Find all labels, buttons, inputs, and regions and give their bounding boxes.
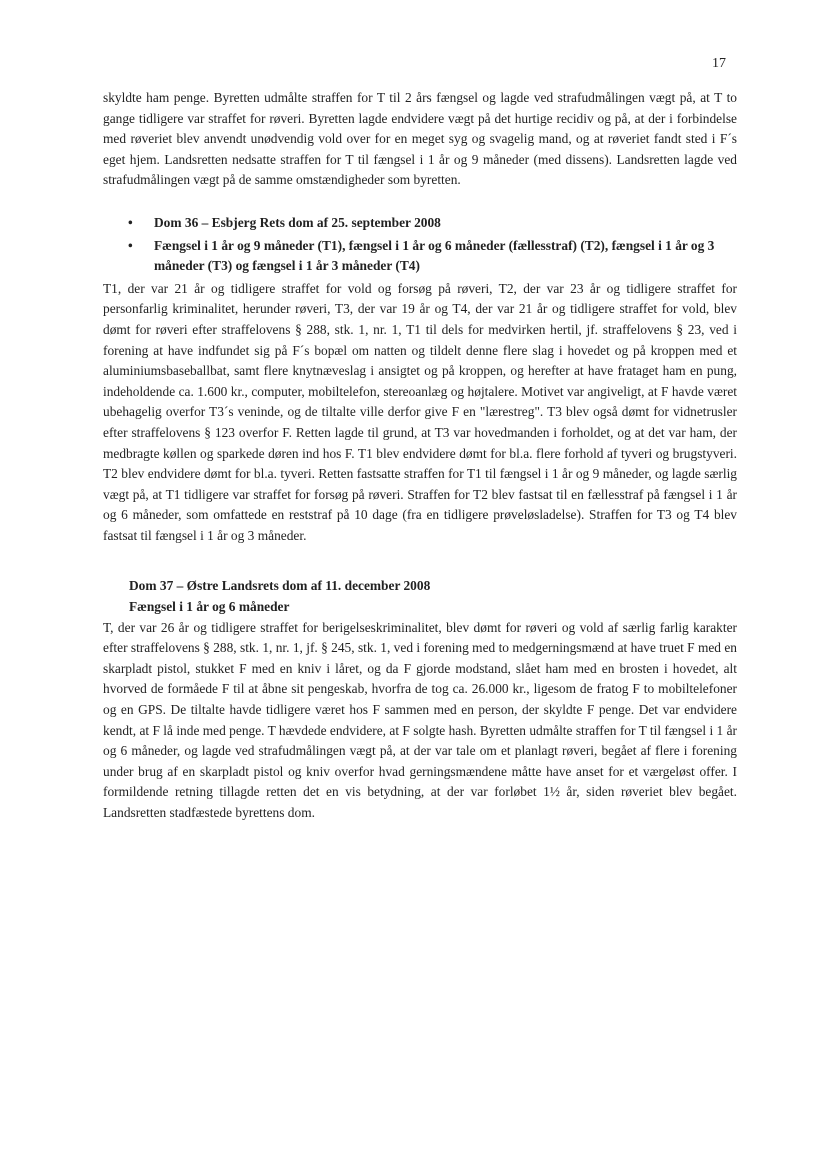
- case-37-title: Dom 37 – Østre Landsrets dom af 11. december 2008: [129, 578, 431, 594]
- case-37-sentence: Fængsel i 1 år og 6 måneder: [129, 599, 290, 615]
- case-36-bullet-list: [103, 213, 737, 277]
- case-36-body: T1, der var 21 år og tidligere straffet for vold og forsøg på røveri, T2, der var 23 år og tidligere straffet for personfarlig kriminalitet, herunder røveri, T3, der var 19 år og T4, der var 21 år og tidligere straffet for vold, blev dømt for røveri efter straffelovens § 288, stk. 1, nr. 1, T1 til dels for medvirken hertil, jf. straffelovens § 23, ved i forening at have indfundet sig på F´s bopæl om natten og tildelt denne flere slag i hovedet og på kroppen med et aluminiumsbaseballbat, samt flere knytnæveslag i ansigtet og på kroppen, og herefter at have frataget ham en pung, indeholdende ca. 1.600 kr., computer, mobiltelefon, stereoanlæg og højtalere. Motivet var angiveligt, at F havde været ubehagelig overfor T3´s veninde, og de tiltalte ville derfor give F en "lærestreg". T3 blev også dømt for vidnetrusler efter straffelovens § 123 overfor F. Retten lagde til grund, at T3 var hovedmanden i forholdet, og at det var ham, der medbragte køllen og sparkede døren ind hos F. T1 blev endvidere dømt for bl.a. flere forhold af tyveri og brugstyveri. T2 blev endvidere dømt for bl.a. tyveri. Retten fastsatte straffen for T1 til fængsel i 1 år og 9 måneder, og lagde særlig vægt på, at T1 tidligere var straffet for forsøg på røveri. Straffen for T2 blev fastsat til en fællesstraf på fængsel i 1 år og 6 måneder, som omfattede en reststraf på 10 dage (fra en tidligere prøveløsladelse). Straffen for T3 og T4 blev fastsat til fængsel i 1 år og 3 måneder.: [103, 280, 737, 543]
- case-37-section: [103, 576, 737, 823]
- page-content: [103, 88, 737, 824]
- intro-paragraph: skyldte ham penge. Byretten udmålte straffen for T til 2 års fængsel og lagde ved strafudmålingen vægt på, at T to gange tidligere var straffet for røveri. Byretten lagde endvidere vægt på det hurtige recidiv og på, at der i forbindelse med røveriet blev anvendt unødvendig vold over for en meget syg og svagelig mand, og at røveriet fandt sted i F´s eget hjem. Landsretten nedsatte straffen for T til fængsel i 1 år og 9 måneder (med dissens). Landsretten lagde ved strafudmålingen vægt på de samme omstændigheder som byretten.: [103, 90, 737, 188]
- case-36-section: [103, 213, 737, 547]
- page-number: 17: [712, 56, 726, 71]
- case-37-body: T, der var 26 år og tidligere straffet for berigelseskriminalitet, blev dømt for røveri og vold af særlig farlig karakter efter straffelovens § 288, stk. 1, nr. 1, jf. § 245, stk. 1, ved i forening med to medgerningsmænd at have truet F med en skarpladt pistol, stukket F med en kniv i låret, og da F gjorde modstand, slået ham med en brosten i hovedet, alt hvorved de formåede F til at åbne sit pengeskab, hvorfra de tog ca. 26.000 kr., ligesom de fratog F to mobiltelefoner og en GPS. De tiltalte havde tidligere været hos F sammen med en person, der skyldte F penge. Det var endvidere kendt, at F lå inde med penge. T hævdede endvidere, at F solgte hash. Byretten udmålte straffen for T til fængsel i 1 år og 6 måneder, og lagde ved strafudmålingen vægt på, at der var tale om et planlagt røveri, begået af flere i forening under brug af en skarpladt pistol og kniv overfor hvad gerningsmændene måtte have anset for et værgeløst offer. I formildende retning tillagde retten det en vis betydning, at der var forløbet 1½ år, siden røveriet blev begået. Landsretten stadfæstede byrettens dom.: [103, 619, 737, 820]
- case-36-title: • Dom 36 – Esbjerg Rets dom af 25. september 2008: [154, 213, 737, 234]
- case-36-sentence: • Fængsel i 1 år og 9 måneder (T1), fængsel i 1 år og 6 måneder (fællesstraf) (T2), fængsel i 1 år og 3 måneder (T3) og fængsel i 1 år 3 måneder (T4): [154, 236, 737, 277]
